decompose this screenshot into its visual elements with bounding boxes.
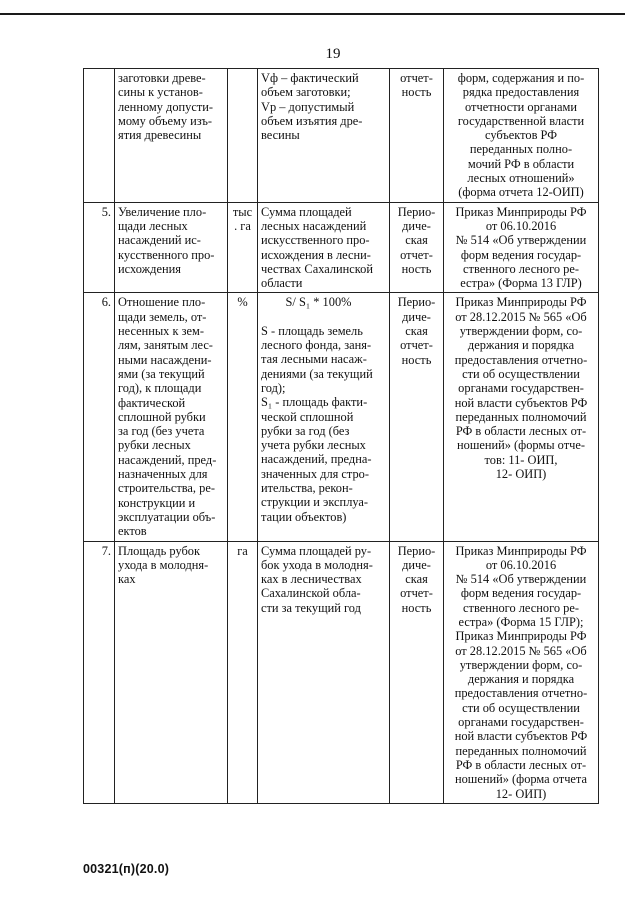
cell-line: ках в лесничествах xyxy=(261,572,362,587)
unit: га xyxy=(228,541,258,803)
cell-line: тов: 11- ОИП, xyxy=(484,452,558,467)
cell-line: ными насаждени- xyxy=(118,352,212,367)
cell-line: Перио- xyxy=(397,204,436,219)
calculation-method xyxy=(258,202,390,293)
calculation-method xyxy=(258,541,390,803)
cell-line: области xyxy=(261,276,303,291)
cell-line: строительства, ре- xyxy=(118,481,215,496)
cell-line: S - площадь земель xyxy=(261,323,363,338)
cell-line: насаждений, пред- xyxy=(118,452,217,467)
cell-line: переданных полно- xyxy=(469,142,573,157)
cell-line: естра» (Форма 15 ГЛР); xyxy=(458,614,584,629)
table-row xyxy=(84,69,599,203)
cell-line: ность xyxy=(401,85,432,100)
cell-line: утверждении форм, со- xyxy=(459,324,583,339)
cell-line: заготовки древе- xyxy=(118,71,206,85)
row-number xyxy=(84,69,115,203)
cell-line: ями (за текущий xyxy=(118,366,205,381)
cell-line: чествах Сахалинской xyxy=(261,261,373,276)
cell-line: фактической xyxy=(118,395,186,410)
cell-line: тыс xyxy=(232,204,253,219)
cell-line: тая лесными насаж- xyxy=(261,352,367,367)
cell-line: мому объему изъ- xyxy=(118,113,213,128)
cell-line: рубки за год (без xyxy=(261,423,350,438)
cell-line: ектов xyxy=(118,524,147,539)
cell-line: форм, содержания и по- xyxy=(457,71,585,85)
calculation-method xyxy=(258,293,390,541)
cell-line: S₁ - площадь факти- xyxy=(261,395,368,410)
cell-line: отчет- xyxy=(400,247,433,262)
cell-line: предоставления отчетно- xyxy=(454,686,588,701)
row-number: 7. xyxy=(84,541,115,803)
row-number: 6. xyxy=(84,293,115,541)
calculation-method xyxy=(258,69,390,203)
cell-line: назначенных для xyxy=(118,467,208,482)
cell-line: год); xyxy=(261,380,286,395)
cell-line: отчет- xyxy=(400,338,433,353)
cell-line: объем заготовки; xyxy=(261,85,351,100)
cell-line: Vф – фактический xyxy=(261,71,359,85)
cell-line: струкции и эксплуа- xyxy=(261,495,369,510)
cell-line: держания и порядка xyxy=(467,338,575,353)
table-row xyxy=(84,293,599,541)
page-number: 19 xyxy=(325,46,341,62)
indicator-name xyxy=(115,541,228,803)
cell-line: от 06.10.2016 xyxy=(485,557,557,572)
cell-line: диче- xyxy=(402,218,431,233)
cell-line: ность xyxy=(401,600,432,615)
cell-line: форм ведения государ- xyxy=(460,247,582,262)
cell-line: Площадь рубок xyxy=(118,543,201,558)
cell-line: за год (без учета xyxy=(118,424,205,439)
table-row xyxy=(84,202,599,293)
cell-line: ственного лесного ре- xyxy=(463,600,579,615)
cell-line: Vр – допустимый xyxy=(261,99,355,114)
cell-line: Перио- xyxy=(397,543,436,558)
cell-line: (форма отчета 12-ОИП) xyxy=(458,185,584,200)
cell-line: утверждении форм, со- xyxy=(459,657,583,672)
cell-line: 12- ОИП) xyxy=(495,786,547,801)
cell-line: дениями (за текущий xyxy=(261,366,373,381)
cell-line: щади земель, от- xyxy=(118,309,207,324)
indicator-name xyxy=(115,69,228,203)
cell-line: Сумма площадей xyxy=(261,204,352,219)
cell-line: от 06.10.2016 xyxy=(485,218,557,233)
indicator-name xyxy=(115,293,228,541)
cell-line: сти за текущий год xyxy=(261,600,361,615)
cell-line: отчет- xyxy=(400,71,433,85)
cell-line: от 28.12.2015 № 565 «Об xyxy=(455,309,587,324)
periodicity xyxy=(390,541,444,803)
cell-line: предоставления отчетно- xyxy=(454,352,588,367)
indicator-name xyxy=(115,202,228,293)
cell-line: субъектов РФ xyxy=(485,128,557,143)
cell-line: ятия древесины xyxy=(118,128,202,143)
cell-line: Отношение пло- xyxy=(118,295,206,310)
cell-line: № 514 «Об утверждении xyxy=(455,233,587,248)
cell-line: диче- xyxy=(402,557,431,572)
cell-line: исхождения xyxy=(118,261,181,276)
cell-line: лесного фонда, заня- xyxy=(261,338,372,353)
periodicity xyxy=(390,293,444,541)
cell-line: естра» (Форма 13 ГЛР) xyxy=(460,276,582,291)
cell-line: Сумма площадей ру- xyxy=(261,543,372,558)
cell-line: РФ в области лесных от- xyxy=(455,424,587,439)
cell-line: тации объектов) xyxy=(261,509,347,524)
cell-line: № 514 «Об утверждении xyxy=(455,572,587,587)
cell-line: Приказ Минприроды РФ xyxy=(455,543,587,558)
cell-line: искусственного про- xyxy=(261,233,370,248)
cell-line: . га xyxy=(234,218,251,233)
cell-line: ношений» (форма отчета xyxy=(454,772,587,787)
cell-line: кусственного про- xyxy=(118,247,215,262)
data-source xyxy=(444,541,599,803)
cell-line: Увеличение пло- xyxy=(118,204,207,219)
cell-line: ность xyxy=(401,352,432,367)
cell-line: весины xyxy=(261,128,300,143)
cell-line: Приказ Минприроды РФ xyxy=(455,204,587,219)
cell-line: щади лесных xyxy=(118,218,188,233)
cell-line: учета рубки лесных xyxy=(261,438,366,453)
cell-line: Перио- xyxy=(397,295,436,310)
document-code: 00321(п)(20.0) xyxy=(83,862,170,876)
cell-line: ская xyxy=(405,572,428,587)
cell-line: сти об осуществлении xyxy=(462,366,580,381)
cell-line: от 28.12.2015 № 565 «Об xyxy=(455,643,587,658)
cell-line: органами государствен- xyxy=(458,715,584,730)
cell-line: насаждений ис- xyxy=(118,233,201,248)
unit xyxy=(228,202,258,293)
cell-line: ность xyxy=(401,261,432,276)
indicators-table xyxy=(83,68,599,804)
cell-line: отчетности органами xyxy=(465,99,577,114)
cell-line: РФ в области лесных от- xyxy=(455,757,587,772)
cell-line: ческой сплошной xyxy=(261,409,354,424)
cell-line: государственной власти xyxy=(457,113,585,128)
unit: % xyxy=(228,293,258,541)
cell-line: исхождения в лесни- xyxy=(261,247,371,262)
cell-line: переданных полномочий xyxy=(455,409,587,424)
periodicity xyxy=(390,202,444,293)
cell-line: ухода в молодня- xyxy=(118,557,209,572)
cell-line: форм ведения государ- xyxy=(460,586,582,601)
cell-line: сплошной рубки xyxy=(118,409,206,424)
row-number: 5. xyxy=(84,202,115,293)
cell-line: ительства, рекон- xyxy=(261,481,353,496)
data-source xyxy=(444,293,599,541)
cell-line: бок ухода в молодня- xyxy=(261,557,373,572)
cell-line: объем изъятия дре- xyxy=(261,113,363,128)
cell-line: ках xyxy=(118,572,136,587)
cell-line: Сахалинской обла- xyxy=(261,586,361,601)
cell-line: диче- xyxy=(402,309,431,324)
cell-line: конструкции и xyxy=(118,495,196,510)
cell-line: Приказ Минприроды РФ xyxy=(455,295,587,310)
top-rule xyxy=(0,13,625,15)
cell-line: эксплуатации объ- xyxy=(118,509,216,524)
periodicity xyxy=(390,69,444,203)
cell-line: лесных насаждений xyxy=(261,218,367,233)
cell-line: ленному допусти- xyxy=(118,99,214,114)
formula: S/ S₁ * 100% xyxy=(285,295,352,310)
cell-line: ственного лесного ре- xyxy=(463,261,579,276)
table-row xyxy=(84,541,599,803)
spacer xyxy=(261,310,386,324)
cell-line: отчет- xyxy=(400,586,433,601)
cell-line: год), к площади xyxy=(118,381,202,396)
cell-line: сти об осуществлении xyxy=(462,700,580,715)
cell-line: сины к установ- xyxy=(118,85,203,100)
cell-line: переданных полномочий xyxy=(455,743,587,758)
cell-line: ной власти субъектов РФ xyxy=(454,729,588,744)
cell-line: держания и порядка xyxy=(467,672,575,687)
cell-line: ной власти субъектов РФ xyxy=(454,395,588,410)
cell-line: значенных для стро- xyxy=(261,466,370,481)
unit xyxy=(228,69,258,203)
cell-line: лесных отношений» xyxy=(467,171,575,186)
cell-line: рядка предоставления xyxy=(462,85,580,100)
data-source xyxy=(444,69,599,203)
cell-line: рубки лесных xyxy=(118,438,191,453)
cell-line: насаждений, предна- xyxy=(261,452,372,467)
cell-line: ская xyxy=(405,233,428,248)
cell-line: ская xyxy=(405,324,428,339)
cell-line: ношений» (формы отче- xyxy=(457,438,585,453)
cell-line: мочий РФ в области xyxy=(467,156,575,171)
cell-line: 12- ОИП) xyxy=(495,467,547,482)
cell-line: органами государствен- xyxy=(458,381,584,396)
cell-line: несенных к зем- xyxy=(118,324,204,339)
cell-line: Приказ Минприроды РФ xyxy=(455,629,587,644)
data-source xyxy=(444,202,599,293)
cell-line: лям, занятым лес- xyxy=(118,338,213,353)
